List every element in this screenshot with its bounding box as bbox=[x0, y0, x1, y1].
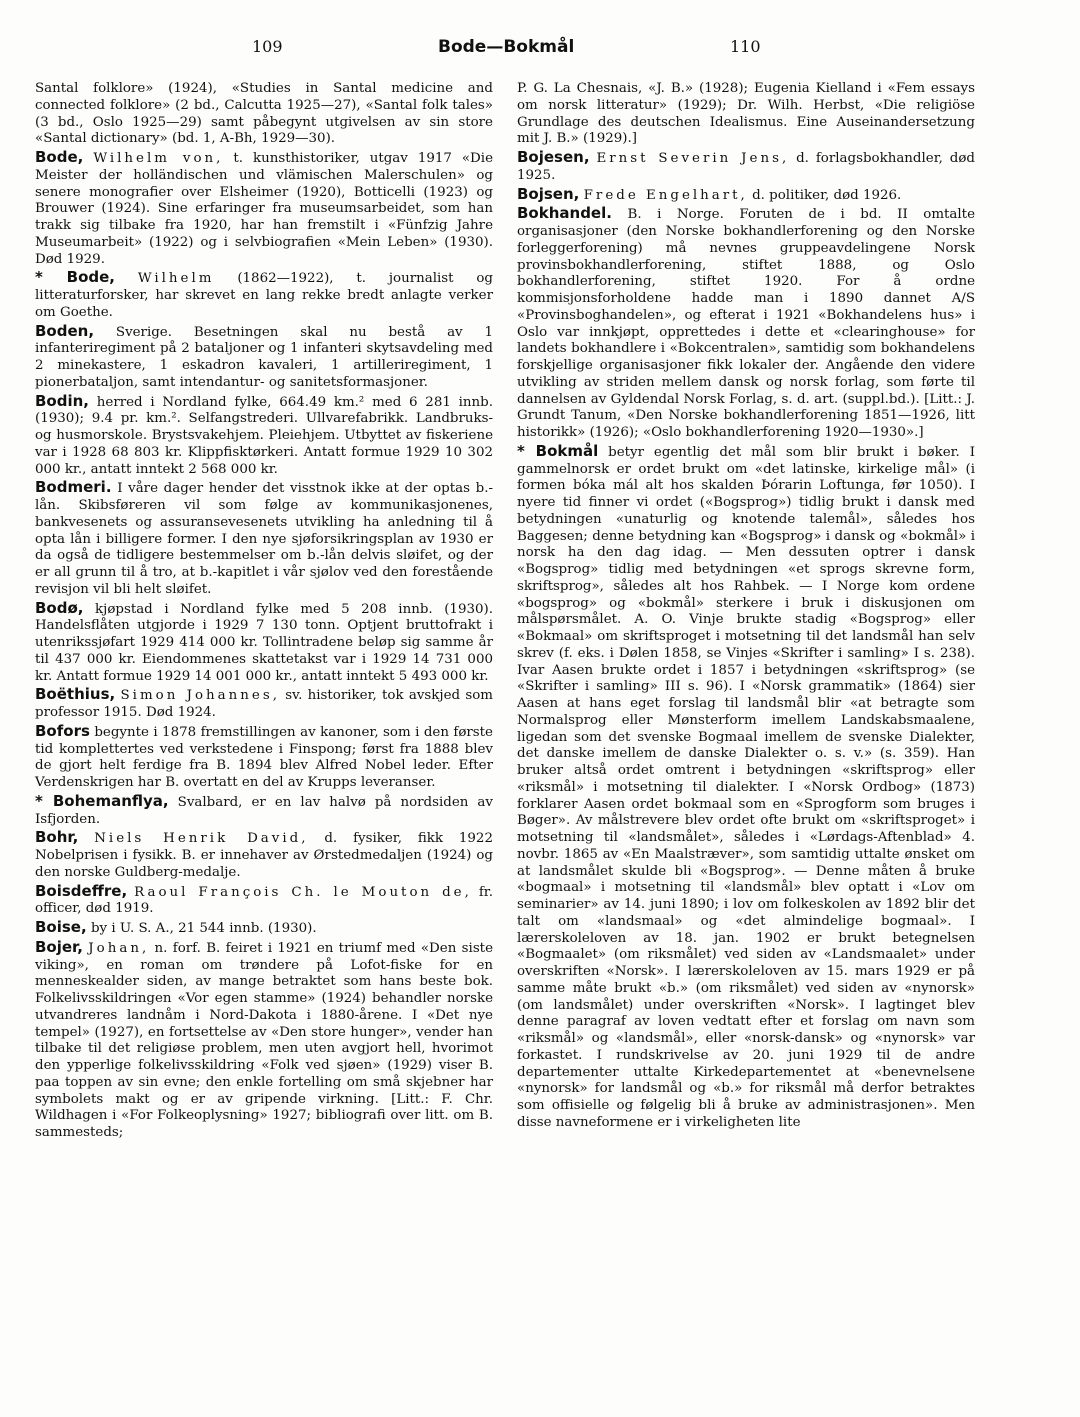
entry-text: begynte i 1878 fremstillingen av kanoner, som i den første tid komplettertes ved verkstedene i Finspong; først fra 1888 blev de gjort helt ferdige fra B. 1894 blev Alfred Nobel leder. Efter Verdenskrigen har B. overtatt en del av Krupps leveranser. bbox=[35, 724, 493, 790]
right-column bbox=[517, 80, 975, 1132]
dictionary-entry bbox=[35, 883, 493, 919]
entry-text: P. G. La Chesnais, «J. B.» (1928); Eugenia Kielland i «Fem essays om norsk litteratur» (1929); Dr. Wilh. Herbst, «Die religiöse Grundlage des deutschen Idealismus. Eine Auseinandersetzung mit J. B.» (1929).] bbox=[517, 81, 975, 147]
entry-text: I våre dager hender det visstnok ikke at der optas b.-lån. Skibsføreren vil som følge av kommunikasjonenes, bankvesenets og assuransevesenets utvikling ha anledning til å opta lån i billigere former. I den nye sjøforsikringsplan av 1930 er da også de tidligere bestemmelser om b.-lån delvis sløifet, og der er all grunn til å tro, at b.-kapitlet i vår sjølov ved den forestående revisjon vil bli helt sløifet. bbox=[35, 481, 493, 597]
dictionary-entry bbox=[35, 829, 493, 881]
entry-text: by i U. S. A., 21 544 innb. (1930). bbox=[90, 921, 317, 936]
dictionary-entry bbox=[517, 81, 975, 148]
entry-text: (1862—1922), t. journalist og litteraturforsker, har skrevet en lang rekke bredt anlagte verker om Goethe. bbox=[35, 271, 493, 320]
dictionary-entry bbox=[35, 600, 493, 686]
entry-name-spaced: Johan, bbox=[88, 940, 150, 956]
entry-text: d. forlagsbokhandler, død 1925. bbox=[517, 151, 975, 183]
dictionary-entry bbox=[35, 269, 493, 321]
dictionary-entry bbox=[517, 186, 975, 205]
entry-name-spaced: Ernst Severin Jens, bbox=[596, 151, 790, 166]
entry-headword: * Bohemanflya, bbox=[35, 791, 169, 810]
entry-text: herred i Nordland fylke, 664.49 km.² med 6 281 innb. (1930); 9.4 pr. km.². Selfangstrederi. Ullvarefabrikk. Landbruks- og husmorskole. Brystsvakehjem. Pleiehjem. Utbyttet av fiskeriene var i 1928 68 803 kr. Klippfisktørkeri. Antatt formue 1929 10 302 000 kr., antatt inntekt 2 568 000 kr. bbox=[35, 394, 493, 477]
entry-text: Sverige. Besetningen skal nu bestå av 1 infanteriregiment på 2 bataljoner og 1 infanteri skytsavdeling med 2 minekastere, 1 eskadron kavaleri, 1 artilleriregiment, 1 pionerbataljon, samt intendantur- og sanitetsformasjoner. bbox=[35, 324, 493, 390]
entry-text: sv. historiker, tok avskjed som professor 1915. Død 1924. bbox=[35, 688, 493, 720]
entry-name-spaced: Wilhelm von, bbox=[93, 151, 224, 166]
dictionary-entry bbox=[35, 919, 493, 938]
dictionary-entry bbox=[35, 323, 493, 392]
dictionary-entry bbox=[35, 81, 493, 148]
entry-name-spaced: Wilhelm bbox=[137, 271, 215, 287]
entry-text: n. forf. B. feiret i 1921 en triumf med «Den siste viking», en roman om trøndere på Lofot-fiske for en menneskealder siden, av mange betraktet som hans beste bok. Folkelivsskildringen «Vor egen stamme» (1924) behandler norske utvandreres landnåm i Nord-Dakota i 1880-årene. I «Det nye tempel» (1927), en fortsettelse av «Den store hunger», vender han tilbake til det religiøse problem, men uten avgjort hell, hvorimot den ypperlige folkelivsskildring «Folk ved sjøen» (1929) viser B. paa toppen av sin evne; den enkle fortelling om små skjebner har symbolets makt og er av gripende virkning. [Litt.: F. Chr. Wildhagen i «For Folkeoplysning» 1927; bibliografi over litt. om B. sammesteds; bbox=[35, 940, 493, 1140]
entry-headword: Bojesen, bbox=[517, 148, 590, 166]
entry-headword: Bodin, bbox=[35, 391, 89, 410]
dictionary-entry bbox=[35, 723, 493, 792]
dictionary-entry bbox=[35, 793, 493, 829]
entry-headword: * Bokmål bbox=[517, 441, 599, 460]
entry-name-spaced: Niels Henrik David, bbox=[94, 831, 309, 847]
entry-text: kjøpstad i Nordland fylke med 5 208 innb. (1930). Handelsflåten utgjorde i 1929 7 130 tonn. Optjent bruttofrakt i utenrikssjøfart 1929 414 000 kr. Tollintradene beløp sig samme år til 437 000 kr. Eiendommenes skattetakst var i 1929 14 731 000 kr. Antatt formue 1929 14 001 000 kr., antatt inntekt 5 493 000 kr. bbox=[35, 601, 493, 684]
left-column bbox=[35, 80, 493, 1142]
entry-text: betyr egentlig det mål som blir brukt i bøker. I gammelnorsk er ordet brukt om «det latinske, kirkelige mål» (i formen bóka mál alt hos skalden Þórarin Loftunga, før 1050). I nyere tid finner vi ordet («Bogsprog») tidlig brukt i dansk med betydningen «unaturlig og knotende talemål», således hos Baggesen; denne betydning kan «Bogsprog» i dansk og «bokmål» i norsk ha den dag idag. — Men dessuten optrer i dansk «Bogsprog» tidlig med betydningen «et sprogs skrevne form, skriftsprog», således alt hos Rahbek. — I Norge kom ordene «bogsprog» og «bokmål» sterkere i bruk i diskusjonen om målspørsmålet. A. O. Vinje brukte stadig «Bogsprog» eller «Bokmaal» om skriftsproget i motsetning til det landsmål han selv skrev (f. eks. i Dølen 1858, se Vinjes «Skrifter i samling» I s. 238). Ivar Aasen brukte ordet i 1857 i betydningen «skriftsprog» (se «Skrifter i samling» III s. 96). I «Norsk grammatik» (1864) sier Aasen at hans eget forslag til landsmål blir «at betragte som Normalsprog eller Mønsterform imellem Landskabsmaalene, ligedan som det svenske Bogmaal imellem de svenske Dialekter, det danske imellem de danske Dialekter o. s. v.» (s. 359). Han bruker altså ordet omtrent i betydningen «skriftsprog» eller «riksmål» i motsetning til dialekter. I «Norsk Ordbog» (1873) forklarer Aasen ordet bokmaal som en «Sprogform som bruges i Bøger». Av målstrevere blev ordet ofte brukt om «skriftsproget» i motsetning til «landsmålet», således i «Lørdags-Aftenblad» 4. novbr. 1865 av «En Maalstræver», som samtidig uttalte ønsket om at landsmålet skulde bli «Bogsprog». — Denne måten å bruke «bogmaal» i motsetning til «landsmål» blev optatt i «Lov om seminarier» av 14. juni 1890; i lov om folkeskolen av 1892 blir det talt om «landsmaal» og «det almindelige bogmaal». I lærerskoleloven av 18. jan. 1902 er brukt betegnelsen «Bogmaalet» (om riksmålet) ved siden av «Landsmaalet» under overskriften «Norsk». I lærerskoleloven av 15. mars 1929 er på samme måte brukt «b.» (om riksmålet) ved siden av «nynorsk» (om landsmålet) under overskriften «Norsk». I lagtinget blev denne paragraf av loven vedtatt efter et forslag om navn som «riksmål» og «landsmål», eller «norsk-dansk» og «nynorsk» var forkastet. I rundskrivelse av 20. juni 1929 til de andre departementer uttalte Kirkedepartementet at «benevnelsene «nynorsk» for landsmål og «b.» for riksmål må derfor betraktes som offisielle og følgelig bli å bruke av administrasjonen». Men disse navneformene er i virkeligheten lite bbox=[517, 444, 975, 1130]
entry-headword: Bofors bbox=[35, 721, 90, 740]
entry-headword: Boëthius, bbox=[35, 685, 116, 704]
dictionary-entry bbox=[35, 393, 493, 479]
entry-name-spaced: Frede Engelhart, bbox=[583, 187, 748, 203]
entry-headword: Bojer, bbox=[35, 937, 83, 956]
dictionary-entry bbox=[35, 149, 493, 268]
entry-name-spaced: Simon Johannes, bbox=[120, 688, 280, 704]
page-number-left: 109 bbox=[252, 37, 283, 56]
entry-text: t. kunsthistoriker, utgav 1917 «Die Meister der holländischen und vlämischen Malerschulen» og senere monografier over Elsheimer (1920), Botticelli (1923) og Brouwer (1924). Sine erfaringer fra museumsarbeidet, som han trakk sig tilbake fra 1920, har han fremstilt i «Fünfzig Jahre Museumarbeit» (1922) og i selvbiografien «Mein Leben» (1930). Død 1929. bbox=[35, 151, 493, 267]
entry-name-spaced: Raoul François Ch. le Mouton de, bbox=[134, 884, 472, 900]
dictionary-entry bbox=[35, 686, 493, 722]
dictionary-entry bbox=[517, 205, 975, 442]
entry-text: Santal folklore» (1924), «Studies in Santal medicine and connected folklore» (2 bd., Calcutta 1925—27), «Santal folk tales» (3 bd., Oslo 1925—29) samt påbegynt utgivelsen av sin store «Santal dictionary» (bd. 1, A-Bh, 1929—30). bbox=[35, 81, 493, 147]
running-title: Bode—Bokmål bbox=[438, 37, 575, 57]
entry-text: d. fysiker, fikk 1922 Nobelprisen i fysikk. B. er innehaver av Ørstedmedaljen (1924) og den norske Guldberg-medalje. bbox=[35, 831, 493, 880]
dictionary-entry bbox=[35, 479, 493, 598]
entry-text: fr. officer, død 1919. bbox=[35, 884, 493, 917]
entry-text: B. i Norge. Foruten de i bd. II omtalte organisasjoner (den Norske bokhandlerforening og den Norske forleggerforening) må nevnes gruppeavdelingene Norsk provinsbokhandlerforening, stiftet 1888, og Oslo bokhandlerforening, stiftet 1920. For å ordne kommisjonsforholdene hadde man i 1890 dannet A/S «Provinsboghandelen», og efterat i 1921 «Bokhandelens hus» i Oslo var innkjøpt, opprettedes i dette et «clearinghouse» for landets bokhandlere i «Bokcentralen», samtidig som bokhandelens forskjellige organisasjoner fikk lokaler der. Angående den videre utvikling av striden mellem dansk og norsk forlag, som førte til dannelsen av Gyldendal Norsk Forlag, s. d. art. (suppl.bd.). [Litt.: J. Grundt Tanum, «Den Norske bokhandlerforening 1851—1926, litt historikk» (1926); «Oslo bokhandlerforening 1920—1930».] bbox=[517, 207, 975, 440]
entry-headword: Bohr, bbox=[35, 828, 79, 847]
entry-text: Svalbard, er en lav halvø på nordsiden av Isfjorden. bbox=[35, 794, 493, 827]
entry-headword: * Bode, bbox=[35, 268, 115, 287]
entry-headword: Bode, bbox=[35, 148, 84, 166]
entry-headword: Bodø, bbox=[35, 598, 84, 617]
entry-text: d. politiker, død 1926. bbox=[752, 187, 902, 203]
entry-headword: Bokhandel. bbox=[517, 204, 612, 223]
entry-headword: Boden, bbox=[35, 321, 95, 340]
entry-headword: Boisdeffre, bbox=[35, 881, 128, 900]
entry-headword: Bojsen, bbox=[517, 184, 580, 203]
page-number-right: 110 bbox=[730, 37, 761, 56]
dictionary-entry bbox=[35, 939, 493, 1142]
entry-headword: Boise, bbox=[35, 918, 87, 936]
entry-headword: Bodmeri. bbox=[35, 478, 112, 497]
dictionary-entry bbox=[517, 443, 975, 1132]
dictionary-entry bbox=[517, 149, 975, 185]
